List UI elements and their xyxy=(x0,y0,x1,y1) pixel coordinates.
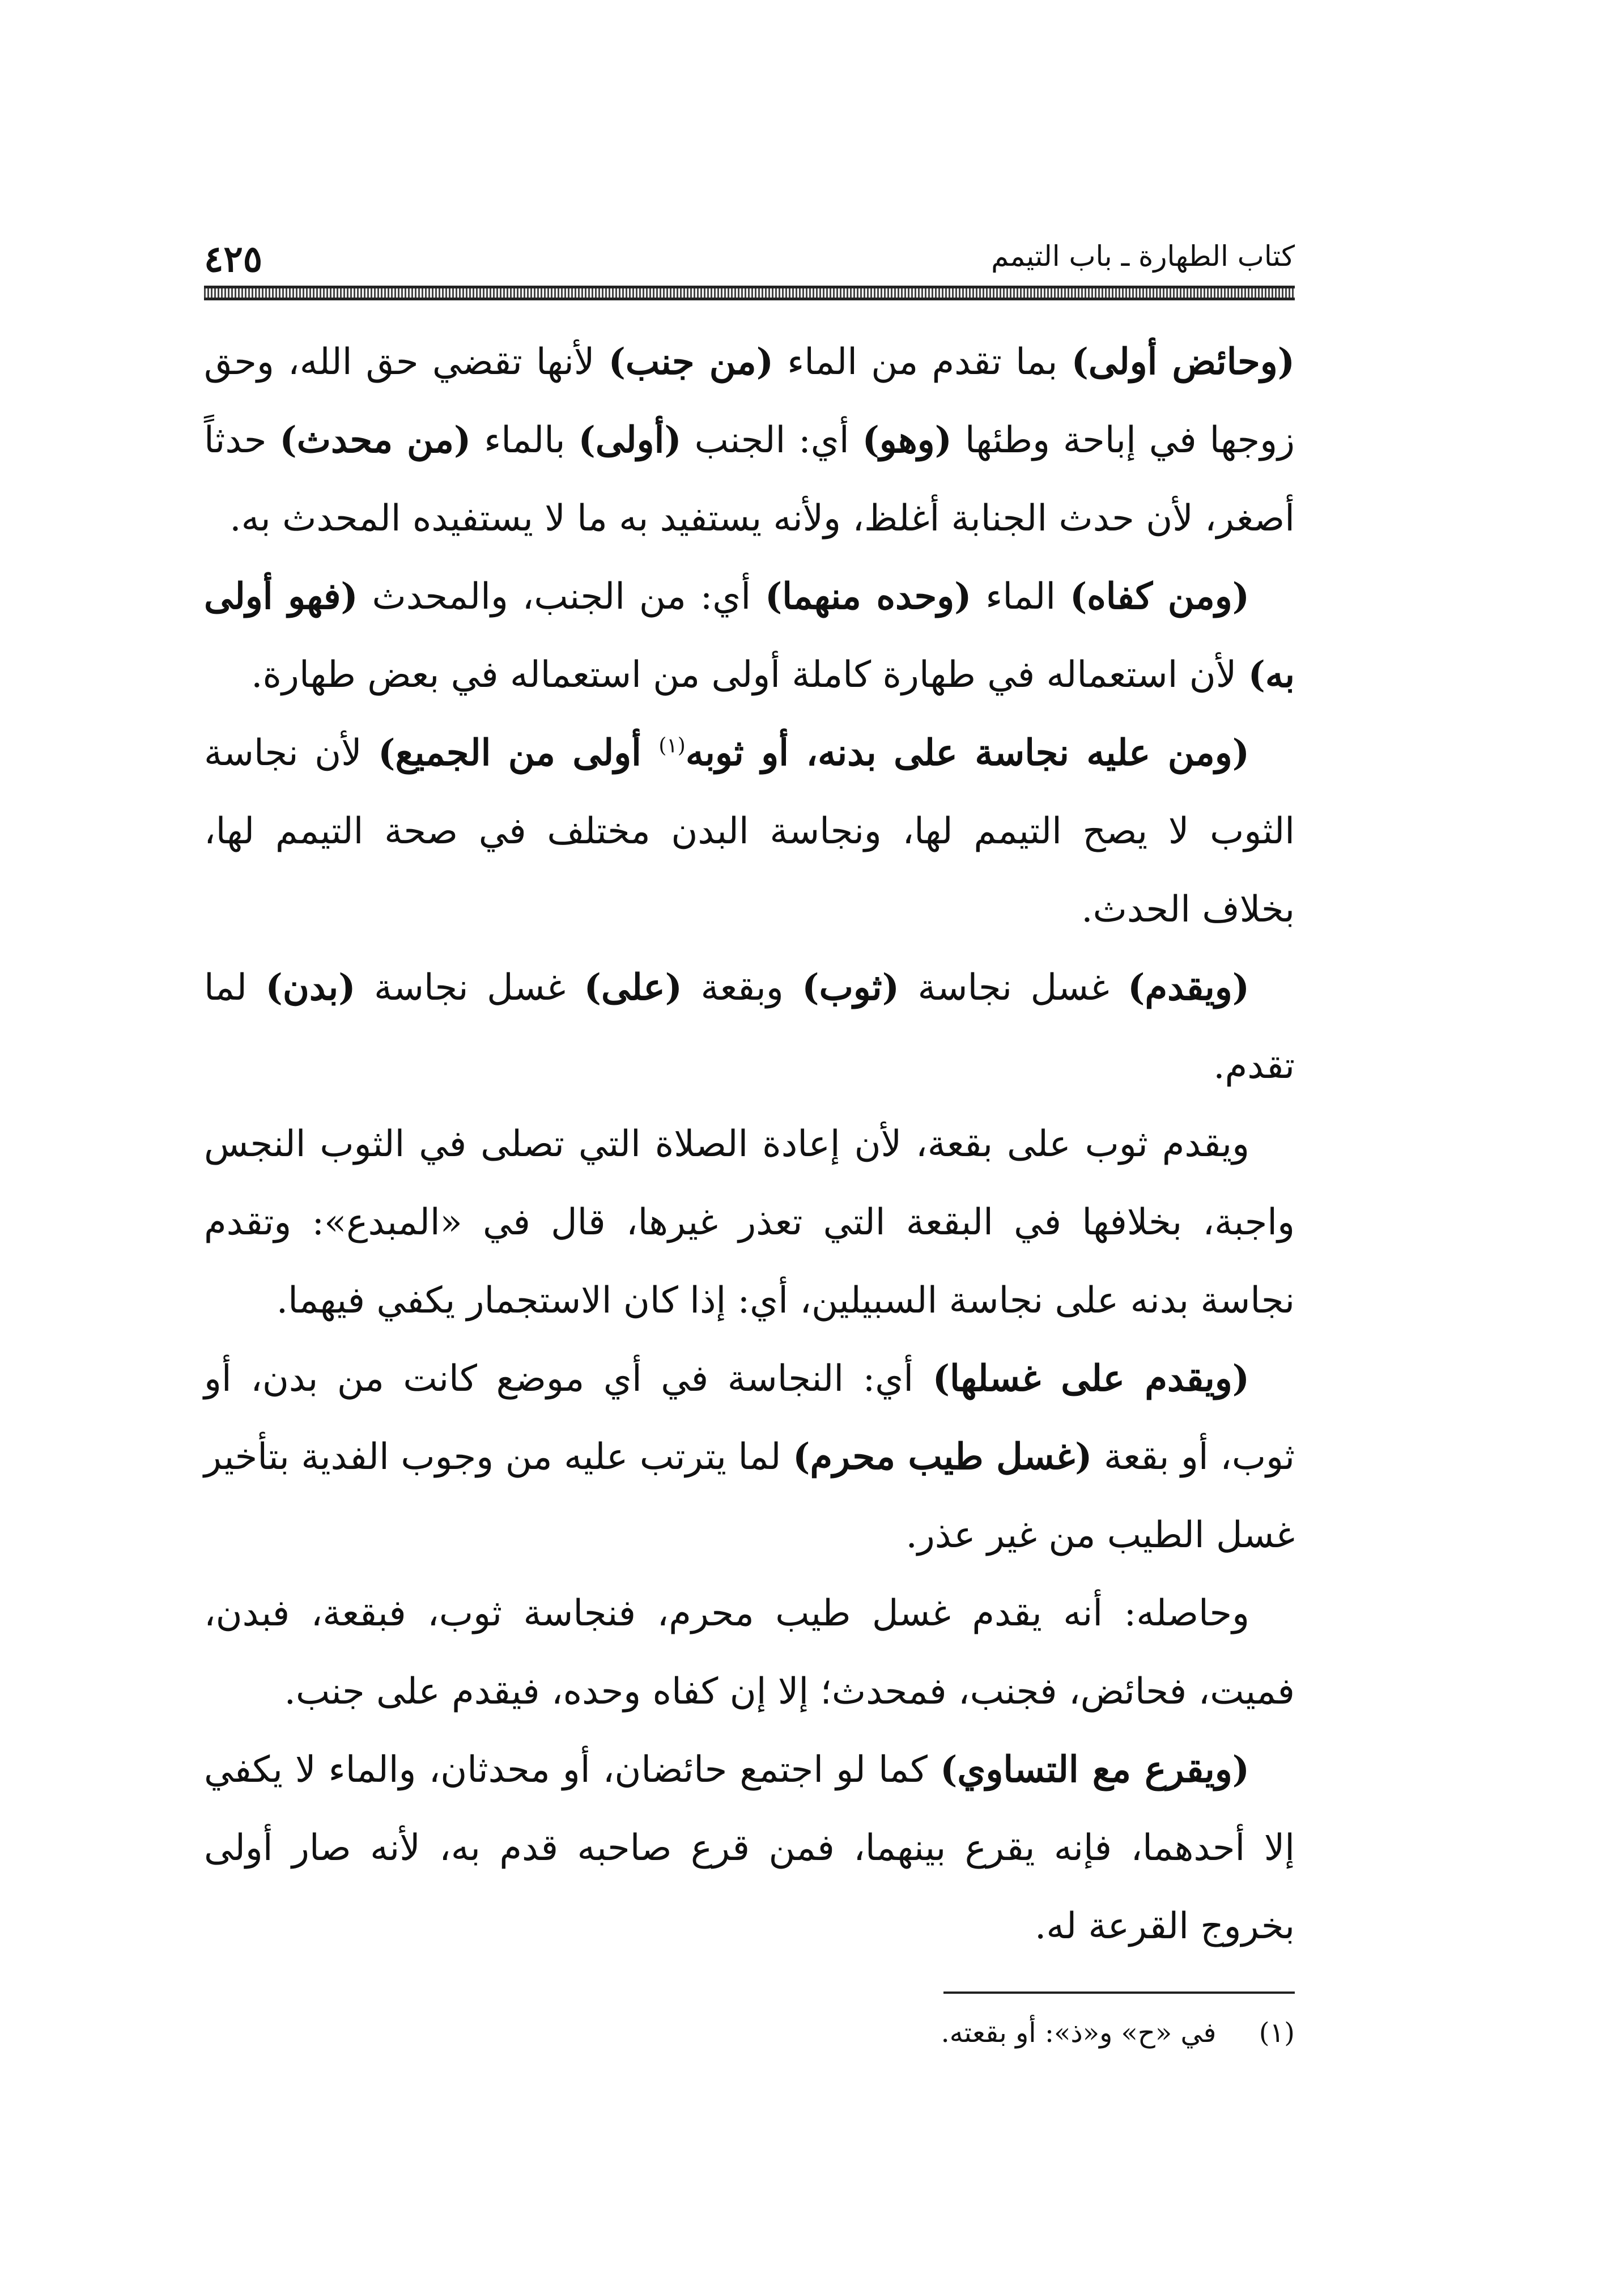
paragraph xyxy=(204,714,1295,949)
sharh-text: لأن استعماله في طهارة كاملة أولى من استعماله في بعض طهارة. xyxy=(251,654,1248,696)
matn-text: (من جنب) xyxy=(608,341,773,383)
paragraph xyxy=(204,1340,1295,1574)
matn-text: (على) xyxy=(584,966,682,1009)
sharh-text: لأنها تقضي حق الله، وحق زوجها في إباحة وطئها xyxy=(204,341,1295,461)
sharh-text: غسل نجاسة xyxy=(355,967,584,1009)
matn-text: (ويقدم) xyxy=(1128,966,1250,1009)
matn-text: (ويقرع مع التساوي) xyxy=(940,1748,1250,1791)
matn-text: (أولى) xyxy=(578,419,682,461)
matn-text: (ومن كفاه) xyxy=(1069,575,1250,618)
sharh-text: حدثاً أصغر، لأن حدث الجنابة أغلظ، ولأنه يستفيد به ما لا يستفيده المحدث به. xyxy=(204,419,1295,540)
sharh-text: وحاصله: أنه يقدم غسل طيب محرم، فنجاسة ثوب، فبقعة، فبدن، فميت، فحائض، فجنب، فمحدث؛ إلا إن كفاه وحده، فيقدم على جنب. xyxy=(204,1593,1295,1713)
matn-text: (ثوب) xyxy=(802,966,899,1009)
matn-text: أولى من الجميع) xyxy=(378,732,659,774)
body-text xyxy=(204,323,1295,1965)
paragraph xyxy=(204,323,1295,558)
running-head xyxy=(204,215,1295,283)
paragraph xyxy=(204,1574,1295,1731)
footnote xyxy=(204,2013,1295,2053)
sharh-text: لما تقدم. xyxy=(204,967,1295,1087)
book-page xyxy=(204,215,1295,2154)
sharh-text: أي: الجنب xyxy=(681,419,862,461)
paragraph xyxy=(204,1105,1295,1340)
matn-text: (وحده منهما) xyxy=(764,575,972,618)
sharh-text: لأن نجاسة الثوب لا يصح التيمم لها، ونجاسة البدن مختلف في صحة التيمم لها، بخلاف الحدث. xyxy=(204,732,1295,931)
matn-text: (فهو أولى به) xyxy=(204,575,1295,696)
page-number: ٤٢٥ xyxy=(204,238,263,281)
sharh-text: أي: النجاسة في أي موضع كانت من بدن، أو ثوب، أو بقعة xyxy=(204,1358,1295,1478)
paragraph xyxy=(204,1731,1295,1965)
sharh-text: وبقعة xyxy=(682,967,802,1009)
matn-text: (غسل طيب محرم) xyxy=(793,1436,1092,1478)
matn-text: (ومن عليه نجاسة على بدنه، أو ثوبه xyxy=(685,732,1250,774)
matn-text: (من محدث) xyxy=(279,419,471,461)
sharh-text: كما لو اجتمع حائضان، أو محدثان، والماء لا يكفي إلا أحدهما، فإنه يقرع بينهما، فمن قرع صاحبه قدم به، لأنه صار أولى بخروج القرعة له. xyxy=(204,1749,1295,1947)
sharh-text: بما تقدم من الماء xyxy=(773,341,1072,383)
matn-text: (ويقدم على غسلها) xyxy=(932,1357,1250,1400)
matn-text: (وهو) xyxy=(862,419,952,461)
paragraph xyxy=(204,949,1295,1105)
matn-text: (بدن) xyxy=(265,966,356,1009)
footnote-text: في «ح» و«ذ»: أو بقعته. xyxy=(941,2017,1217,2049)
footnote-rule xyxy=(943,1991,1295,1994)
matn-text: (وحائض أولى) xyxy=(1071,341,1295,383)
sharh-text: ويقدم ثوب على بقعة، لأن إعادة الصلاة التي تصلى في الثوب النجس واجبة، بخلافها في البقعة التي تعذر غيرها، قال في «المبدع»: وتقدم نجاسة بدنه على نجاسة السبيلين، أي: إذا كان الاستجمار يكفي فيهما. xyxy=(204,1123,1295,1322)
header-rule xyxy=(204,286,1295,300)
sharh-text: أي: من الجنب، والمحدث xyxy=(358,576,765,618)
footnote-number: (١) xyxy=(1259,2017,1295,2049)
paragraph xyxy=(204,558,1295,714)
running-title: كتاب الطهارة ـ باب التيمم xyxy=(991,240,1295,273)
sharh-text: غسل نجاسة xyxy=(899,967,1128,1009)
sharh-text: لما يترتب عليه من وجوب الفدية بتأخير غسل الطيب من غير عذر. xyxy=(204,1436,1295,1556)
footnote-marker: (١) xyxy=(658,734,686,758)
sharh-text: الماء xyxy=(971,576,1070,618)
sharh-text: بالماء xyxy=(471,419,579,461)
